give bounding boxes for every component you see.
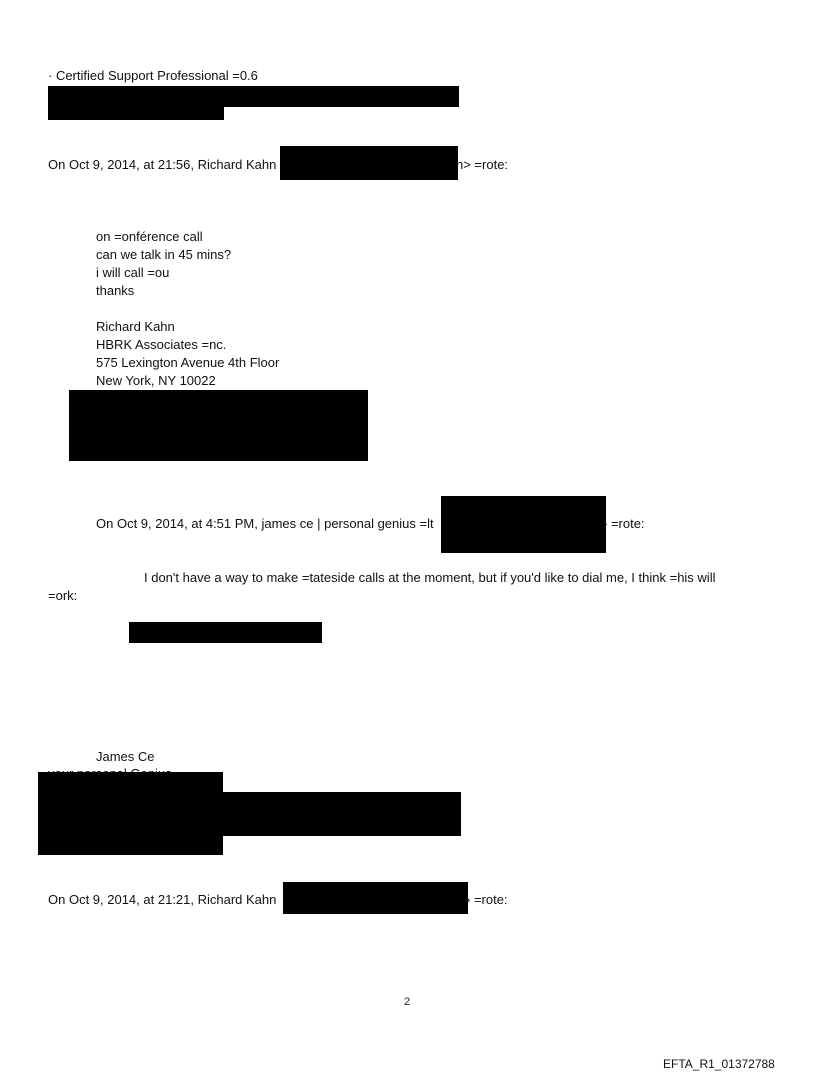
message-line: I don't have a way to make =tateside calls at the moment, but if you'd like to dial me, I think =his will xyxy=(144,570,716,585)
redaction-block xyxy=(38,772,223,855)
reply-header-text: On Oct 9, 2014, at 4:51 PM, james ce | personal genius =lt xyxy=(96,516,434,531)
bullet-line: · Certified Support Professional =0.6 xyxy=(48,68,258,83)
reply-header-suffix: › =rote: xyxy=(466,892,508,907)
message-line: i will call =ou xyxy=(96,265,170,280)
message-line: =ork: xyxy=(48,588,78,603)
message-line: can we talk in 45 mins? xyxy=(96,247,232,262)
reply-header-text: On Oct 9, 2014, at 21:56, Richard Kahn xyxy=(48,157,277,172)
document-id: EFTA_R1_01372788 xyxy=(663,1057,775,1071)
signature-line: James Ce xyxy=(96,749,155,764)
reply-header-suffix: n> =rote: xyxy=(456,157,509,172)
message-line: on =onférence call xyxy=(96,229,203,244)
redaction-block xyxy=(48,86,224,120)
redaction-block xyxy=(129,622,322,643)
signature-line: Richard Kahn xyxy=(96,319,175,334)
redaction-block xyxy=(441,496,606,553)
signature-line: New York, NY 10022 xyxy=(96,373,216,388)
redaction-block xyxy=(223,792,461,836)
redaction-block xyxy=(280,146,458,180)
redaction-block xyxy=(69,390,368,461)
signature-line: HBRK Associates =nc. xyxy=(96,337,227,352)
redaction-block xyxy=(224,86,459,107)
page-number: 2 xyxy=(404,996,411,1008)
message-line: thanks xyxy=(96,283,135,298)
redaction-block xyxy=(283,882,468,914)
signature-line: 575 Lexington Avenue 4th Floor xyxy=(96,355,280,370)
reply-header-text: On Oct 9, 2014, at 21:21, Richard Kahn xyxy=(48,892,277,907)
reply-header-suffix: › =rote: xyxy=(603,516,645,531)
